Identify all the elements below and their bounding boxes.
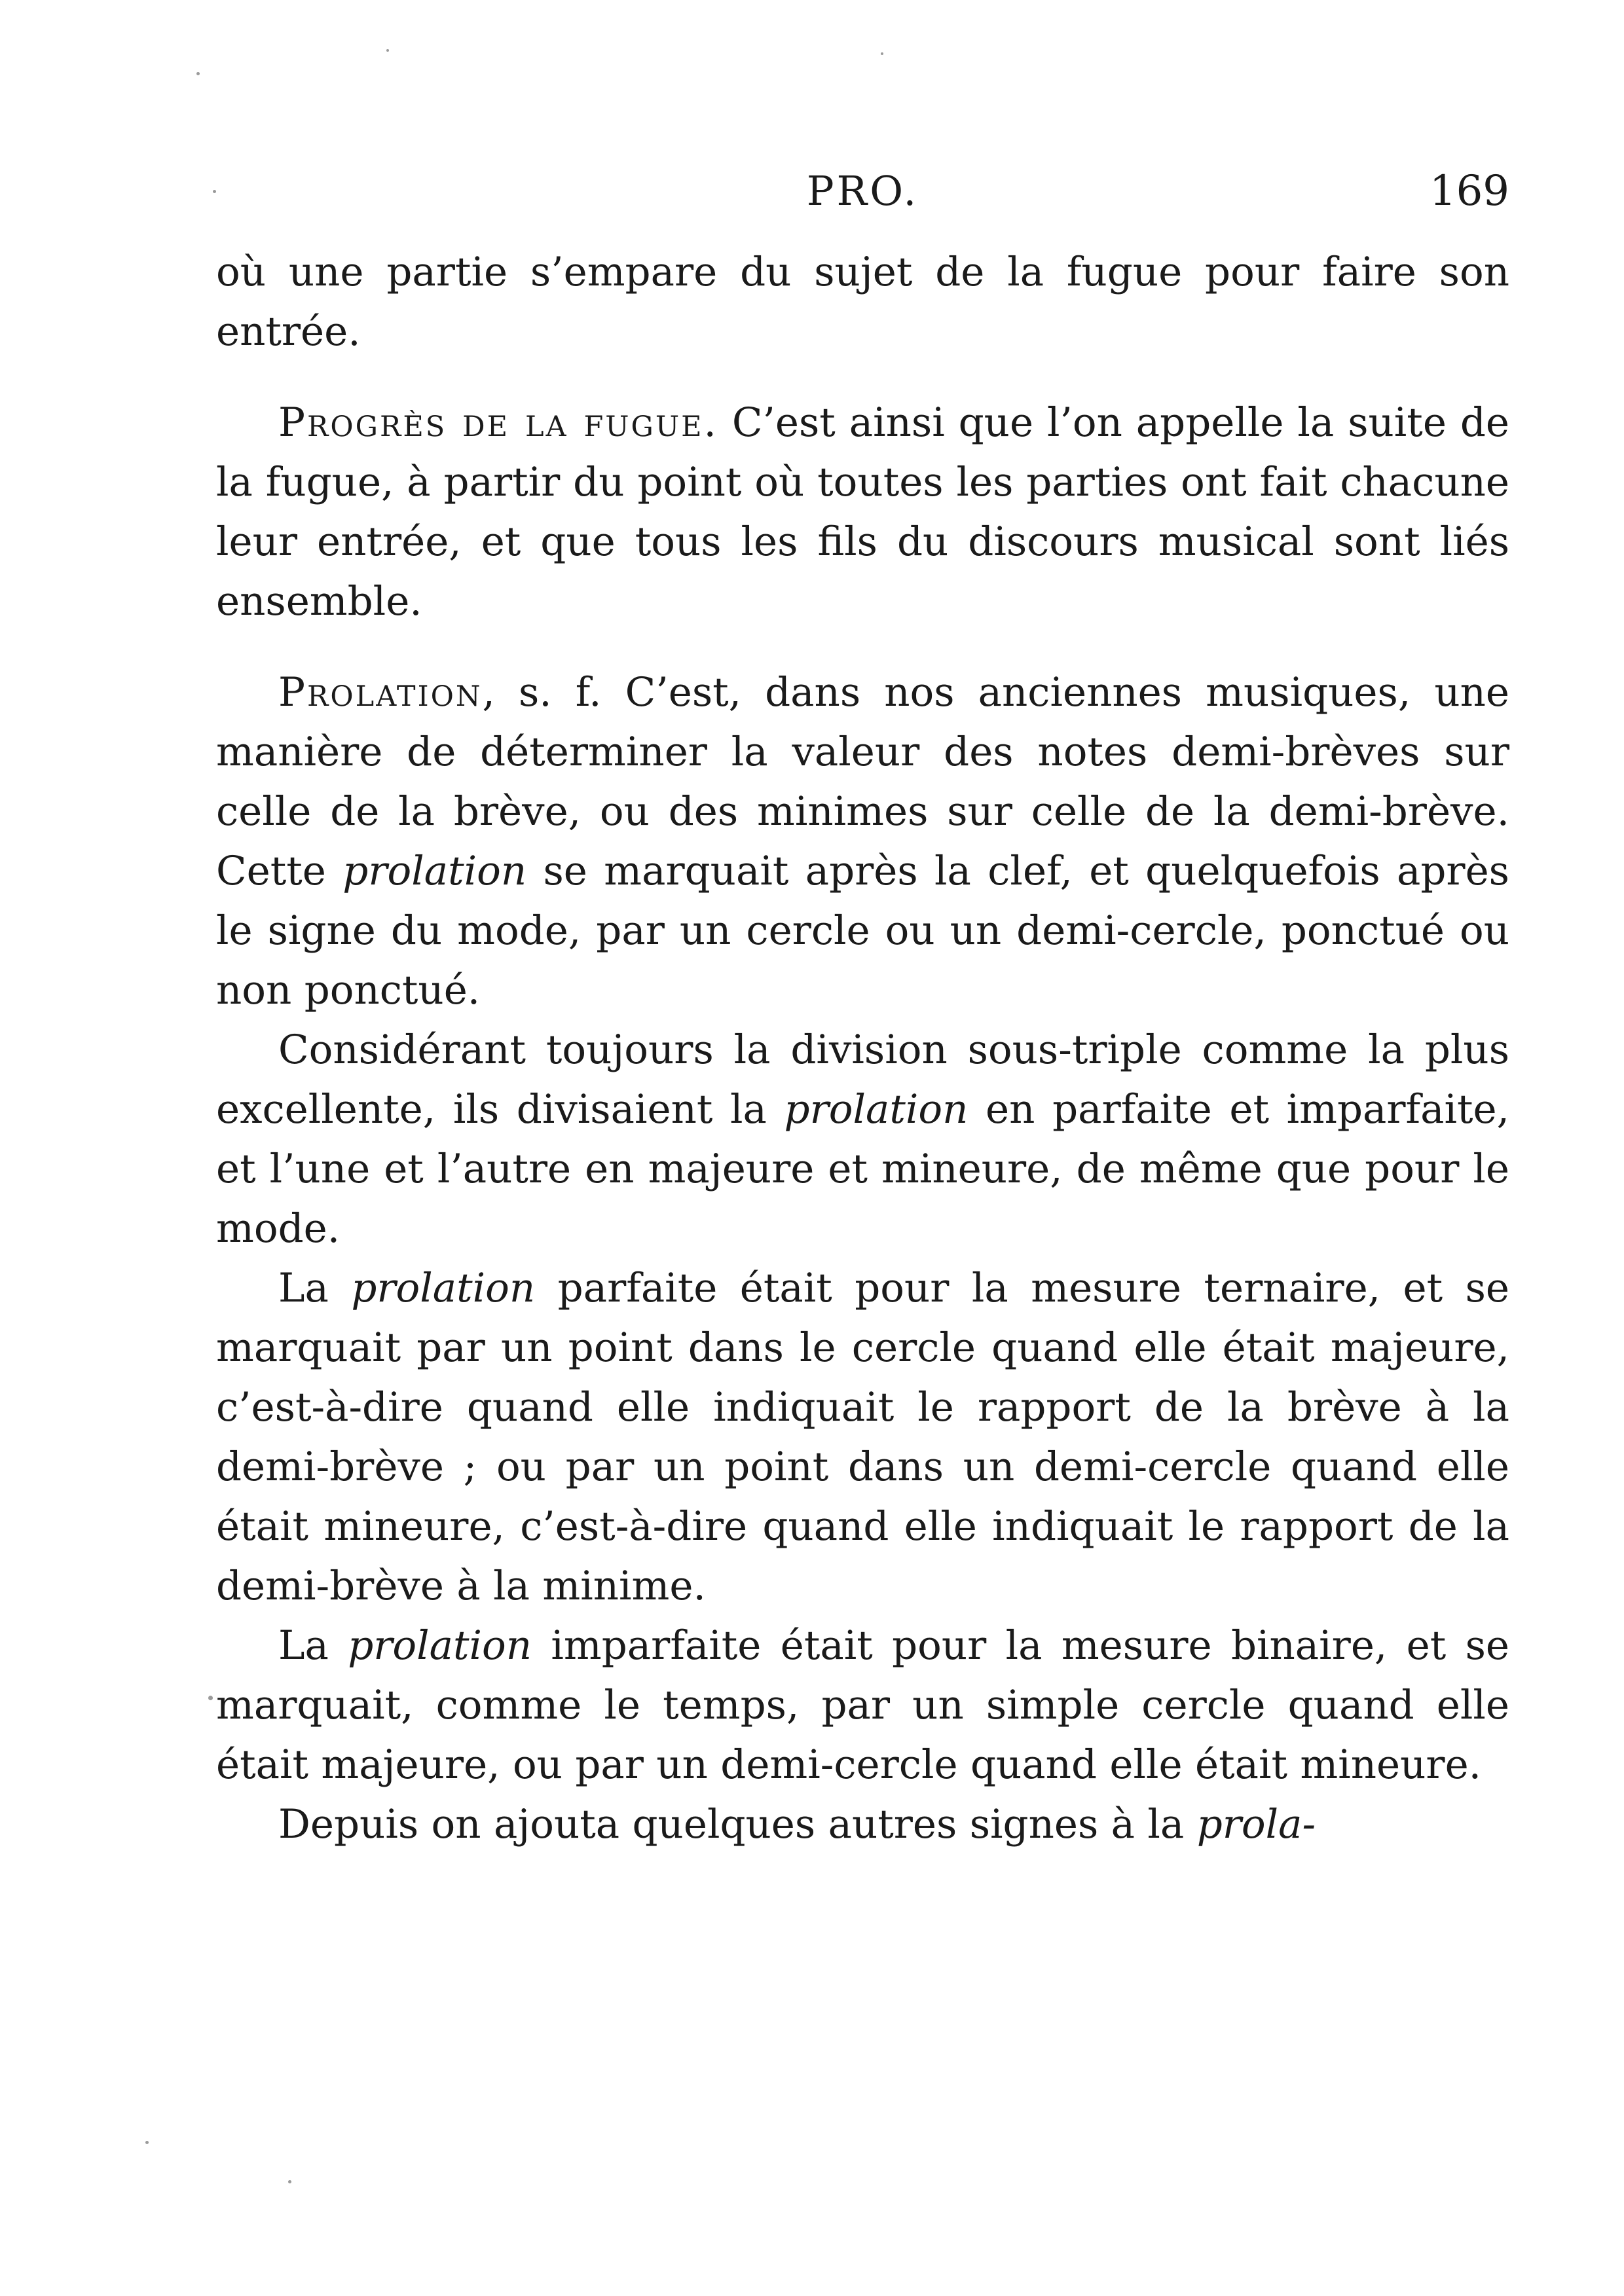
- paragraph-3-text-a: , s. f. C’est, dans nos anciennes musiques, une manière de déterminer la valeur des notes demi-brèves sur celle de la brève, ou des minimes sur celle de la demi-brève. Cette: [216, 669, 1509, 894]
- paper-speck: [213, 190, 216, 193]
- paragraph-2: [216, 393, 1509, 631]
- paper-speck: [288, 2180, 291, 2183]
- running-head: PRO.: [806, 167, 919, 215]
- paragraph-7: [216, 1795, 1509, 1854]
- paragraph-4-italic: prolation: [784, 1086, 969, 1133]
- paragraph-7-text-a: Depuis on ajouta quelques autres signes à la: [278, 1801, 1197, 1848]
- paragraph-6-text-b: imparfaite était pour la mesure binaire, et se marquait, comme le temps, par un simple cercle quand elle était majeure, ou par un demi-cercle quand elle était mineure.: [216, 1622, 1510, 1788]
- entry-term-prolation: Prolation: [278, 669, 483, 716]
- paragraph-5-text-a: La: [278, 1265, 352, 1311]
- paragraph-3-text-b: se marquait après la clef, et quelquefois après le signe du mode, par un cercle ou un demi-cercle, ponctué ou non ponctué.: [216, 848, 1509, 1013]
- paragraph-6-text-a: La: [278, 1622, 348, 1669]
- paragraph-4-text-a: Considérant toujours la division sous-triple comme la plus excellente, ils divisaient la: [216, 1027, 1509, 1133]
- paper-speck: [145, 2141, 149, 2144]
- page-number: 169: [1429, 167, 1509, 215]
- paragraph-6-italic: prolation: [348, 1622, 532, 1669]
- entry-term-progres-de-la-fugue: Progrès de la fugue.: [278, 399, 718, 446]
- paragraph-6: [216, 1616, 1509, 1795]
- paragraph-5: [216, 1258, 1509, 1616]
- paragraph-2-text: C’est ainsi que l’on appelle la suite de la fugue, à partir du point où toutes les parties ont fait chacune leur entrée, et que tous les fils du discours musical sont liés ensemble.: [216, 399, 1509, 625]
- paragraph-4: [216, 1020, 1509, 1258]
- paragraph-1: où une partie s’empare du sujet de la fugue pour faire son entrée.: [216, 249, 1509, 355]
- paragraph-3-italic: prolation: [342, 848, 527, 894]
- paragraph-4-text-b: en parfaite et imparfaite, et l’une et l’autre en majeure et mineure, de même que pour le mode.: [216, 1086, 1509, 1252]
- paper-speck: [881, 52, 883, 55]
- paragraph-5-text-b: parfaite était pour la mesure ternaire, et se marquait par un point dans le cercle quand elle était majeure, c’est-à-dire quand elle indiquait le rapport de la brève à la demi-brève ; ou par un point dans un demi-cercle quand elle était mineure, c’est-à-dire quand elle indiquait le rapport de la demi-brève à la minime.: [216, 1265, 1510, 1609]
- body-text: [216, 242, 1509, 1854]
- page-header: [216, 167, 1509, 226]
- paragraph-7-italic: prola-: [1196, 1801, 1316, 1848]
- paragraph-3: [216, 663, 1509, 1020]
- paper-speck: [208, 1696, 213, 1700]
- paragraph-5-italic: prolation: [351, 1265, 536, 1311]
- paper-speck: [386, 49, 389, 52]
- paper-speck: [196, 72, 200, 75]
